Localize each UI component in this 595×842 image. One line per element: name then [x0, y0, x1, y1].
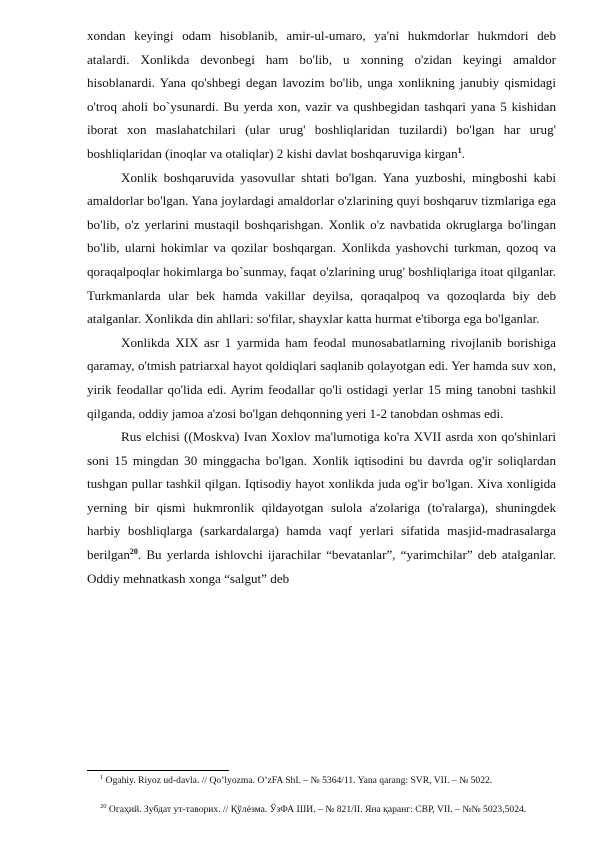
footnote-ref-20[interactable]: 20	[129, 547, 138, 557]
paragraph-4-end: . Bu yerlarda ishlovchi ijarachilar “bevatanlar”, “yarimchilar” deb atalganlar. Oddiy mehnatkash xonga “salgut” deb	[87, 547, 556, 586]
paragraph-1	[87, 24, 556, 166]
paragraph-2	[87, 166, 556, 331]
footnote-20-text: Огаҳий. Зубдат ут-таворих. // Қўлёзма. ЎзФА ШИ. – № 821/II. Яна қаранг: СВР, VII. – №№ 5023,5024.	[106, 804, 527, 815]
paragraph-4	[87, 425, 556, 590]
paragraph-3	[87, 331, 556, 425]
footnote-1	[100, 775, 559, 787]
footnote-separator	[87, 770, 229, 771]
footnote-ref-1[interactable]: 1	[457, 145, 462, 155]
footnote-20	[100, 804, 559, 816]
document-body	[87, 24, 556, 590]
footnote-20-mark: 20	[100, 803, 107, 810]
paragraph-1-text: xondan keyingi odam hisoblanib, amir-ul-umaro, ya'ni hukmdorlar hukmdori deb atalardi. Xonlikda devonbegi ham bo'lib, u xonning o'zidan keyingi amaldor hisoblanardi. Yana qo'shbegi degan lavozim bo'lib, unga xonlikning janubiy qismidagi o'troq aholi bo`ysunardi. Bu yerda xon, vazir va qushbegidan tashqari yana 5 kishidan iborat xon maslahatchilari (ular urug' boshliqlaridan tuzilardi) bo'lgan har urug' boshliqlaridan (inoqlar va otaliqlar) 2 kishi davlat boshqaruviga kirgan	[87, 28, 556, 161]
paragraph-2-text: Xonlik boshqaruvida yasovullar shtati bo'lgan. Yana yuzboshi, mingboshi kabi amaldorlar bo'lgan. Yana joylardagi amaldorlar o'zlarining quyi boshqaruv tizmlariga ega bo'lib, o'z yerlarini mustaqil boshqarishgan. Xonlik o'z navbatida okruglarga bo'lingan bo'lib, ularni hokimlar va qozilar boshqargan. Xonlikda yashovchi turkman, qozoq va qoraqalpoqlar hokimlarga bo`sunmay, faqat o'zlarining urug' boshliqlariga itoat qilganlar. Turkmanlarda ular bek hamda vakillar deyilsa, qoraqalpoq va qozoqlarda biy deb atalganlar. Xonlikda din ahllari: so'filar, shayxlar katta hurmat e'tiborga ega bo'lganlar.	[87, 169, 556, 327]
footnote-1-text: Ogahiy. Riyoz ud-davla. // Qo’lyozma. O’zFA ShI. – № 5364/11. Yana qarang: SVR, VII. – № 5022.	[103, 775, 493, 786]
paragraph-3-text: Xonlikda XIX asr 1 yarmida ham feodal munosabatlarning rivojlanib borishiga qaramay, o'tmish patriarxal hayot qoldiqlari saqlanib qolayotgan edi. Yer hamda suv xon, yirik feodallar qo'lida edi. Ayrim feodallar qo'li ostidagi yerlar 15 ming tanobni tashkil qilganda, oddiy jamoa a'zosi bo'lgan dehqonning yeri 1-2 tanobdan oshmas edi.	[87, 334, 556, 421]
paragraph-4-text: Rus elchisi ((Moskva) Ivan Xoxlov ma'lumotiga ko'ra XVII asrda xon qo'shinlari soni 15 mingdan 30 minggacha bo'lgan. Xonlik iqtisodini bu davrda og'ir soliqlardan tushgan pullar tashkil qilgan. Iqtisodiy hayot xonlikda juda og'ir bo'lgan. Xiva xonligida yerning bir qismi hukmronlik qildayotgan sulola a'zolariga (to'ralarga), shuningdek harbiy boshliqlarga (sarkardalarga) hamda vaqf yerlari sifatida masjid-madrasalarga berilgan	[87, 429, 556, 563]
paragraph-1-end: .	[461, 145, 465, 161]
footnote-1-mark: 1	[100, 774, 104, 781]
